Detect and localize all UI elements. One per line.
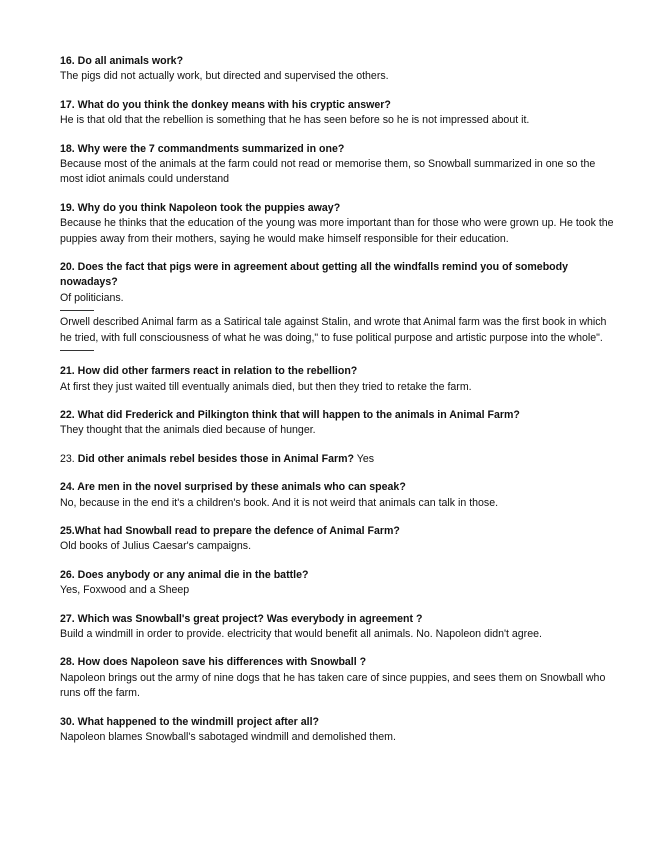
question-19: 19. Why do you think Napoleon took the puppies away? [60,201,341,214]
question-24: 24. Are men in the novel surprised by these animals who can speak? [60,481,406,494]
qa-22 [60,408,620,439]
question-23-number: 23. [60,452,75,465]
document-page [60,54,620,758]
question-16: 16. Do all animals work? [60,55,184,67]
qa-23 [60,452,620,467]
question-30: 30. What happened to the windmill project after all? [60,715,319,728]
qa-20 [60,260,620,351]
divider-top [60,310,94,311]
question-27: 27. Which was Snowball's great project? Was everybody in agreement ? [60,612,423,625]
orwell-note: Orwell described Animal farm as a Satirical tale against Stalin, and wrote that Animal farm was the first book in which he tried, with full consciousness of what he was doing," to fuse political purpose and artistic purpose into the whole". [60,316,607,344]
qa-21 [60,364,620,395]
answer-16: The pigs did not actually work, but directed and supervised the others. [60,70,389,83]
question-18: 18. Why were the 7 commandments summarized in one? [60,142,345,155]
answer-20: Of politicians. [60,291,124,304]
question-26: 26. Does anybody or any animal die in the battle? [60,568,309,581]
answer-28: Napoleon brings out the army of nine dogs that he has taken care of since puppies, and sees them on Snowball who runs off the farm. [60,671,606,700]
answer-26: Yes, Foxwood and a Sheep [60,584,190,597]
answer-25: Old books of Julius Caesar's campaigns. [60,540,252,553]
qa-25 [60,524,620,555]
question-17: 17. What do you think the donkey means with his cryptic answer? [60,98,391,111]
answer-17: He is that old that the rebellion is something that he has seen before so he is not impressed about it. [60,114,530,127]
answer-23: Yes [356,452,375,465]
qa-26 [60,568,620,599]
answer-30: Napoleon blames Snowball's sabotaged windmill and demolished them. [60,731,396,743]
answer-18: Because most of the animals at the farm could not read or memorise them, so Snowball summarized in one so the most idiot animals could understand [60,158,596,186]
answer-21: At first they just waited till eventually animals died, but then they tried to retake the farm. [60,380,472,393]
question-23: Did other animals rebel besides those in Animal Farm? [77,452,354,465]
qa-27 [60,612,620,643]
answer-24: No, because in the end it's a children's book. And it is not weird that animals can talk in those. [60,496,499,509]
question-20: 20. Does the fact that pigs were in agreement about getting all the windfalls remind you of somebody nowadays? [60,261,568,289]
qa-18 [60,142,620,188]
qa-24 [60,480,620,511]
qa-19 [60,201,620,247]
answer-22: They thought that the animals died because of hunger. [60,424,316,437]
question-21: 21. How did other farmers react in relation to the rebellion? [60,365,358,378]
answer-19: Because he thinks that the education of the young was more important than for those who were grown up. He took the puppies away from their mothers, saying he would make himself responsible for their education. [60,217,614,245]
qa-16 [60,54,620,85]
qa-28 [60,655,620,701]
qa-30 [60,715,620,746]
question-22: 22. What did Frederick and Pilkington think that will happen to the animals in Animal Farm? [60,408,520,421]
divider-bottom [60,350,94,351]
question-28: 28. How does Napoleon save his differences with Snowball ? [60,656,367,669]
answer-27: Build a windmill in order to provide. electricity that would benefit all animals. No. Napoleon didn't agree. [60,627,542,640]
question-25: 25.What had Snowball read to prepare the defence of Animal Farm? [60,524,400,537]
qa-17 [60,98,620,129]
